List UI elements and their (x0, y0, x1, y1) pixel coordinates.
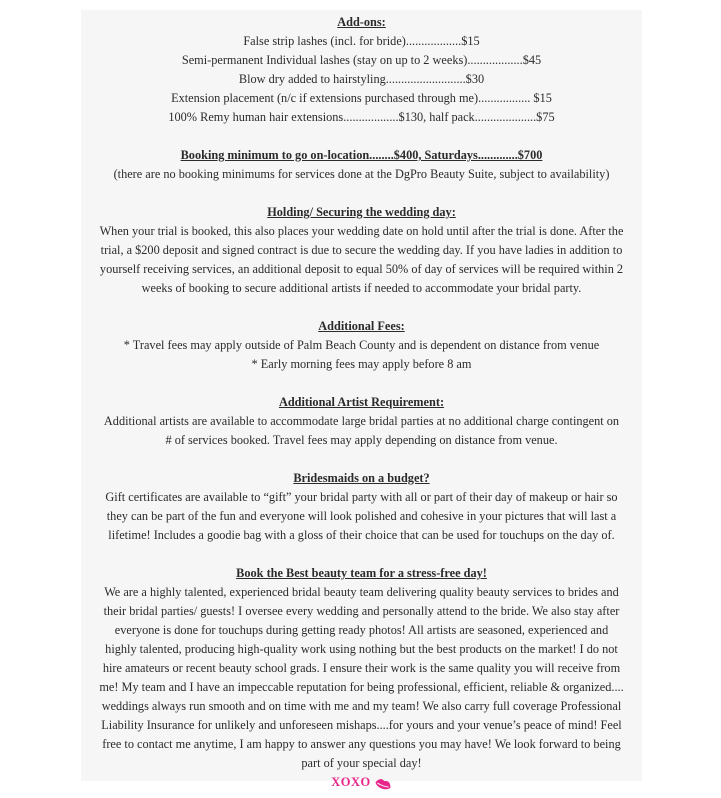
bridesmaids-line: lifetime! Includes a goodie bag with a gloss of their choice that can be used for touchups on the day of. (108, 528, 615, 542)
best-team-line: everyone is done for touchups during getting ready photos! All artists are seasoned, experienced and (114, 623, 609, 637)
addon-item: Blow dry added to hairstyling..........................$30 (238, 72, 485, 86)
holding-heading: Holding/ Securing the wedding day: (267, 205, 456, 219)
bridesmaids-heading: Bridesmaids on a budget? (293, 471, 430, 485)
best-team-line: free to contact me anytime, I am happy to answer any questions you may have! We look forward to being (102, 737, 621, 751)
addon-item: 100% Remy human hair extensions..................$130, half pack....................$75 (168, 110, 555, 124)
best-team-line: hire amateurs or recent beauty school grads. I ensure their work is the same quality you will receive from (102, 661, 621, 675)
best-team-line: highly talented, producing high-quality work using nothing but the best products on the market! I do not (105, 642, 618, 656)
lips-icon (374, 778, 392, 792)
artist-heading: Additional Artist Requirement: (278, 395, 445, 409)
signoff (81, 773, 642, 792)
booking-minimum-heading: Booking minimum to go on-location........$400, Saturdays.............$700 (180, 148, 543, 162)
best-team-line: part of your special day! (301, 756, 422, 770)
addon-item: Semi-permanent Individual lashes (stay on up to 2 weeks)..................$45 (181, 53, 542, 67)
document-content (81, 13, 642, 792)
addon-item: False strip lashes (incl. for bride)..................$15 (243, 34, 480, 48)
best-team-heading: Book the Best beauty team for a stress-free day! (236, 566, 487, 580)
holding-line: yourself receiving services, an additional deposit to equal 50% of day of services will be required within 2 (99, 262, 624, 276)
best-team-line: weddings always run smooth and on time with me and my team! We also carry full coverage Professional (101, 699, 622, 713)
fees-line: * Early morning fees may apply before 8 am (251, 357, 472, 371)
fees-line: * Travel fees may apply outside of Palm Beach County and is dependent on distance from venue (123, 338, 600, 352)
bridesmaids-line: they can be part of the fun and everyone will look polished and cohesive in your pictures that will last a (106, 509, 617, 523)
best-team-line: We are a highly talented, experienced bridal beauty team delivering quality beauty services to brides and (104, 585, 619, 599)
artist-line: # of services booked. Travel fees may apply depending on distance from venue. (165, 433, 558, 447)
holding-line: When your trial is booked, this also places your wedding date on hold until after the trial is done. After the (99, 224, 624, 238)
addon-item: Extension placement (n/c if extensions purchased through me)................. $15 (171, 91, 552, 105)
addons-heading: Add-ons: (337, 15, 386, 29)
fees-heading: Additional Fees: (318, 319, 405, 333)
bridesmaids-line: Gift certificates are available to “gift” your bridal party with all or part of their day of makeup or hair so (105, 490, 618, 504)
holding-line: trial, a $200 deposit and signed contract is due to secure the wedding day. If you have ladies in addition to (100, 243, 623, 257)
best-team-line: their bridal parties/ guests! I oversee every wedding and personally attend to the bride. We also stay after (103, 604, 620, 618)
booking-note: (there are no booking minimums for services done at the DgPro Beauty Suite, subject to availability) (113, 167, 610, 181)
best-team-line: me! My team and I have an impeccable reputation for being professional, efficient, reliable & organized.... (99, 680, 624, 694)
artist-line: Additional artists are available to accommodate large bridal parties at no additional charge contingent on (103, 414, 620, 428)
holding-line: weeks of booking to secure additional artists if needed to accommodate your bridal party. (141, 281, 582, 295)
xoxo-text: XOXO (331, 775, 371, 789)
best-team-line: Liability Insurance for unlikely and unforeseen mishaps....for yours and your venue’s peace of mind! Feel (101, 718, 622, 732)
